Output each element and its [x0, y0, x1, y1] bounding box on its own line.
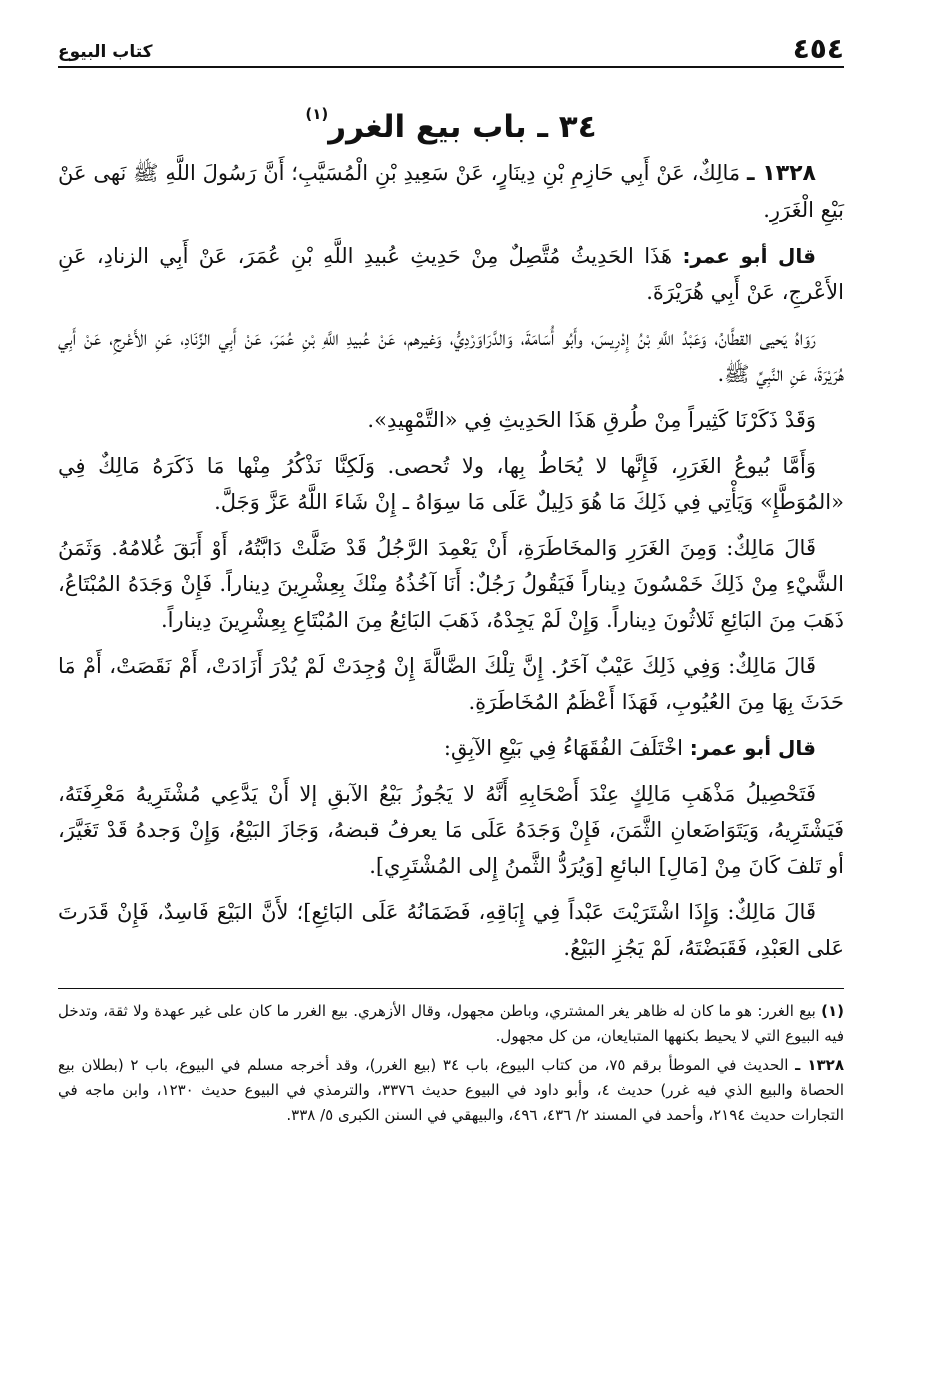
paragraph-text: وَقَدْ ذَكَرْنَا كَثِيراً مِنْ طُرقِ هَذَا الحَدِيثِ فِي «التَّمْهِيدِ».	[367, 408, 816, 432]
paragraph-text: مَالِكٌ، عَنْ أَبِي حَازِمِ بْنِ دِينَارٍ، عَنْ سَعِيدِ بْنِ الْمُسَيَّبِ؛ أَنَّ رَسُولَ اللَّهِ ﷺ نَهى عَنْ بَيْعِ الْغَرَرِ.	[58, 161, 844, 222]
paragraph-abu-umar-2	[58, 730, 844, 766]
paragraph-malik-3	[58, 894, 844, 966]
book-page	[58, 28, 844, 1132]
footnote-marker: (١)	[821, 1002, 844, 1020]
paragraph-narrators	[58, 320, 844, 392]
paragraph-malik-1	[58, 530, 844, 638]
speaker-label: قال أبو عمر:	[689, 736, 816, 760]
paragraph-abu-umar-1	[58, 238, 844, 310]
paragraph-text: اخْتَلَفَ الفُقَهَاءُ فِي بَيْعِ الآبِقِ:	[443, 736, 683, 760]
paragraph-hadith-1328	[58, 155, 844, 228]
main-text	[58, 155, 844, 966]
book-title: كتاب البيوع	[58, 42, 153, 62]
paragraph-madhhab	[58, 776, 844, 884]
footnote-1328	[58, 1053, 844, 1128]
chapter-title-text: ٣٤ ـ باب بيع الغرر	[328, 109, 597, 145]
paragraph-text: قَالَ مَالِكٌ: وَإِذَا اشْتَرَيْتَ عَبْداً فِي إِبَاقِهِ، فَضَمَانُهُ عَلَى البَائِعِ]؛ لأَنَّ البَيْعَ فَاسِدٌ، فَإِنْ قَدَرتَ عَلى العَبْدِ، فَقَبَضْتَهُ، لَمْ يَجُزِ البَيْعُ.	[58, 900, 844, 960]
footnote-text: بيع الغرر: هو ما كان له ظاهر يغر المشتري، وباطن مجهول، وقال الأزهري. بيع الغرر ما كان على غير عهدة ولا ثقة، وتدخل فيه البيوع التي لا يحيط بكنهها المتبايعان، من كل مجهول.	[58, 1002, 844, 1045]
paragraph-buyu-gharar	[58, 448, 844, 520]
paragraph-malik-2	[58, 648, 844, 720]
footnote-text: الحديث في الموطأ برقم ٧٥، من كتاب البيوع، باب ٣٤ (بيع الغرر)، وقد أخرجه مسلم في البيوع، باب ٢ (بطلان بيع الحصاة والبيع الذي فيه غرر) حديث ٤، وأبو داود في البيوع حديث ٣٣٧٦، والترمذي في البيوع حديث ١٢٣٠، وابن ماجه في التجارات حديث ٢١٩٤، وأحمد في المسند ٢/ ٤٣٦، ٤٩٦، والبيهقي في السنن الكبرى ٥/ ٣٣٨.	[58, 1056, 845, 1124]
paragraph-tamhid	[58, 402, 844, 438]
paragraph-text: رَوَاهُ يَحيى القطَّانُ، وَعَبْدُ اللَّهِ بْنُ إِدْرِيسَ، وأَبُو أُسَامَةَ، وَالدَّرَاوَرْدِيُّ، وَغيرهم، عَنْ عُبيدِ اللَّهِ بْنِ عُمَرَ، عَنْ أَبِي الزِّنَادِ، عَنِ الأَعْرجِ، عَنْ أَبِي هُرَيْرَةَ، عَنِ النَّبِيِّ ﷺ.	[58, 326, 844, 386]
running-header	[58, 28, 844, 68]
chapter-footnote-marker: (١)	[305, 105, 329, 123]
hadith-number: ١٣٢٨ ـ	[746, 161, 816, 186]
paragraph-text: وَأَمَّا بُيوعُ الغَرَرِ، فَإِنَّها لا يُحَاطُ بِها، ولا تُحصى. وَلَكِنَّا نَذْكُرُ مِنْها مَا ذَكَرَهُ مَالِكٌ فِي «المُوَطَّإِ» وَيَأْتِي فِي ذَلِكَ مَا هُوَ دَلِيلٌ عَلَى مَا سِوَاهُ ـ إِنْ شَاءَ اللَّهُ عَزَّ وَجَلَّ.	[58, 454, 844, 514]
footnote-divider	[58, 988, 844, 989]
page-number: ٤٥٤	[792, 32, 844, 65]
paragraph-text: هَذَا الحَدِيثُ مُتَّصِلٌ مِنْ حَدِيثِ عُبيدِ اللَّهِ بْنِ عُمَرَ، عَنْ أَبِي الزنادِ، عَنِ الأَعْرجِ، عَنْ أَبِي هُرَيْرَةَ.	[58, 244, 844, 304]
chapter-title	[58, 94, 844, 147]
footnote-marker: ١٣٢٨ ـ	[795, 1056, 844, 1074]
paragraph-text: قَالَ مَالِكٌ: وَفِي ذَلِكَ عَيْبٌ آخَرُ. إِنَّ تِلْكَ الضَّالَّةَ إِنْ وُجِدَتْ لَمْ يُدْرَ أَزَادَتْ، أَمْ نَقَصَتْ، أَمْ مَا حَدَثَ بِهَا مِنَ العُيُوبِ، فَهَذَا أَعْظَمُ المُخَاطَرَةِ.	[58, 654, 844, 714]
paragraph-text: قَالَ مَالِكٌ: وَمِنَ الغَرَرِ وَالمخَاطَرَةِ، أَنْ يَعْمِدَ الرَّجُلُ قَدْ ضَلَّتْ دَابَّتُهُ، أَوْ أَبَقَ غُلامُهُ. وَثَمَنُ الشَّيْءِ مِنْ ذَلِكَ خَمْسُونَ دِيناراً فَيَقُولُ رَجُلٌ: أَنَا آخُذُهُ مِنْكَ بِعِشْرِينَ دِيناراً. فَإِنْ وَجَدَهُ المُبْتَاعُ، ذَهَبَ مِنَ البَائِعِ ثَلاثُونَ دِيناراً. وَإِنْ لَمْ يَجِدْهُ، ذَهَبَ البَائِعُ مِنَ المُبْتَاعِ بِعِشْرِينَ دِيناراً.	[58, 536, 844, 632]
footnote-1	[58, 999, 844, 1049]
speaker-label: قال أبو عمر:	[682, 244, 816, 268]
footnotes	[58, 999, 844, 1128]
paragraph-text: فَتَحْصِيلُ مَذْهَبِ مَالِكٍ عِنْدَ أَصْحَابِهِ أَنَّهُ لا يَجُوزُ بَيْعُ الآبقِ إلا أَنْ يَدَّعِي مُشْتَرِيهُ مَعْرِفَتَهُ، فَيَشْتَرِيهُ، وَيَتَوَاضَعانِ الثَّمَنَ، فَإِنْ وَجَدَهُ عَلَى مَا يعرفُ قبضهُ، وَجَازَ البَيْعُ، وَإِنْ وَجدهُ قَدْ تَغَيَّرَ، أو تَلفَ كَانَ مِنْ [مَالِ] البائعِ [وَيُرَدُّ الثَّمنُ إِلى المُشْتَرِي].	[58, 782, 844, 878]
